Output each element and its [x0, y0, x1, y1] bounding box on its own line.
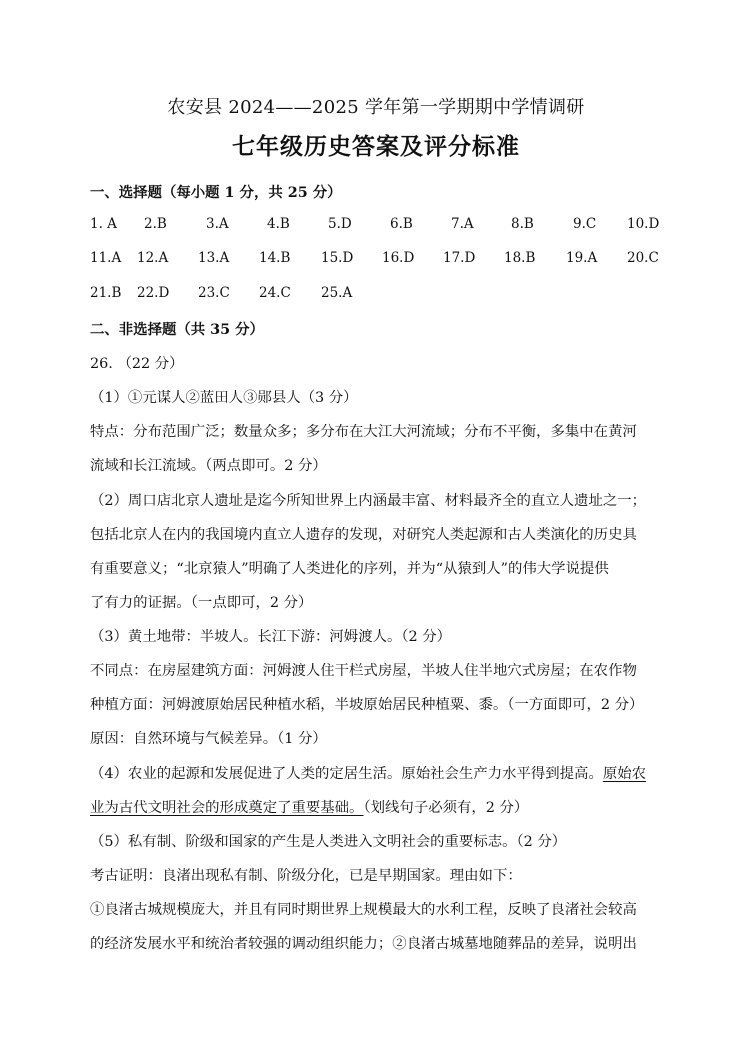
answer-line: 原因：自然环境与气候差异。（1 分） [90, 731, 327, 747]
mc-answer: 5.D [328, 216, 352, 232]
mc-answer: 3.A [206, 216, 229, 232]
answer-line: 种植方面：河姆渡原始居民种植水稻，半坡原始居民种植粟、黍。（一方面即可，2 分） [90, 697, 644, 713]
mc-answer: 12.A [137, 250, 169, 266]
underlined-text: 业为古代文明社会的形成奠定了重要基础。 [90, 800, 364, 816]
mc-answer: 14.B [259, 250, 291, 266]
answer-line: 考古证明：良渚出现私有制、阶级分化，已是早期国家。理由如下： [90, 868, 522, 884]
mc-answer: 13.A [198, 250, 230, 266]
mc-answer: 8.B [511, 216, 534, 232]
answer-line: ①良渚古城规模庞大，并且有同时期世界上规模最大的水利工程，反映了良渚社会较高 [90, 902, 637, 918]
document-subtitle: 七年级历史答案及评分标准 [232, 133, 520, 160]
answer-line: （5）私有制、阶级和国家的产生是人类进入文明社会的重要标志。（2 分） [90, 834, 567, 850]
document-title: 农安县 2024——2025 学年第一学期期中学情调研 [167, 97, 585, 118]
mc-answer: 7.A [451, 216, 474, 232]
mc-answer: 22.D [137, 285, 170, 301]
mc-answer-row [90, 285, 670, 305]
answer-line: 不同点：在房屋建筑方面：河姆渡人住干栏式房屋，半坡人住半地穴式房屋；在农作物 [90, 663, 637, 679]
mc-answer: 11.A [90, 250, 122, 266]
section2-heading: 二、非选择题（共 35 分） [90, 321, 264, 338]
answer-line: 特点：分布范围广泛；数量众多；多分布在大江大河流域；分布不平衡，多集中在黄河 [90, 424, 637, 440]
mc-answer: 2.B [144, 216, 167, 232]
mc-answer: 4.B [267, 216, 290, 232]
plain-text: （划线句子必须有，2 分） [363, 800, 529, 816]
mc-answer: 18.B [504, 250, 536, 266]
answer-line: 的经济发展水平和统治者较强的调动组织能力；②良渚古城墓地随葬品的差异，说明出 [90, 936, 637, 952]
mc-answer-row [90, 216, 670, 236]
mc-answer-row [90, 250, 670, 270]
mc-answer: 20.C [627, 250, 659, 266]
answer-line: 有重要意义；“北京猿人”明确了人类进化的序列，并为“从猿到人”的伟大学说提供 [90, 561, 609, 577]
answer-line [90, 762, 646, 783]
section1-heading: 一、选择题（每小题 1 分，共 25 分） [90, 184, 342, 201]
answer-line: （1）①元谋人②蓝田人③郧县人（3 分） [90, 390, 358, 406]
underlined-text: 原始农 [602, 766, 647, 782]
answer-line: 了有力的证据。（一点即可，2 分） [90, 595, 313, 611]
mc-answer: 24.C [259, 285, 291, 301]
plain-text: （4）农业的起源和发展促进了人类的定居生活。原始社会生产力水平得到提高。 [90, 766, 603, 782]
answer-line: 流域和长江流域。（两点即可。2 分） [90, 458, 327, 474]
mc-answer: 25.A [321, 285, 353, 301]
answer-line [90, 796, 528, 817]
mc-answer: 10.D [627, 216, 660, 232]
mc-answer: 15.D [321, 250, 354, 266]
answer-line: 包括北京人在内的我国境内直立人遗存的发现，对研究人类起源和古人类演化的历史具 [90, 527, 637, 543]
mc-answer: 19.A [566, 250, 598, 266]
question-26-header: 26. （22 分） [90, 356, 184, 372]
mc-answer: 21.B [90, 285, 122, 301]
mc-answer: 9.C [573, 216, 597, 232]
mc-answer: 16.D [382, 250, 415, 266]
mc-answer: 17.D [443, 250, 476, 266]
mc-answer: 1. A [90, 216, 117, 232]
mc-answer: 6.B [390, 216, 413, 232]
answer-line: （3）黄土地带：半坡人。长江下游：河姆渡人。（2 分） [90, 629, 452, 645]
mc-answer: 23.C [198, 285, 230, 301]
answer-line: （2）周口店北京人遗址是迄今所知世界上内涵最丰富、材料最齐全的直立人遗址之一； [90, 493, 647, 509]
